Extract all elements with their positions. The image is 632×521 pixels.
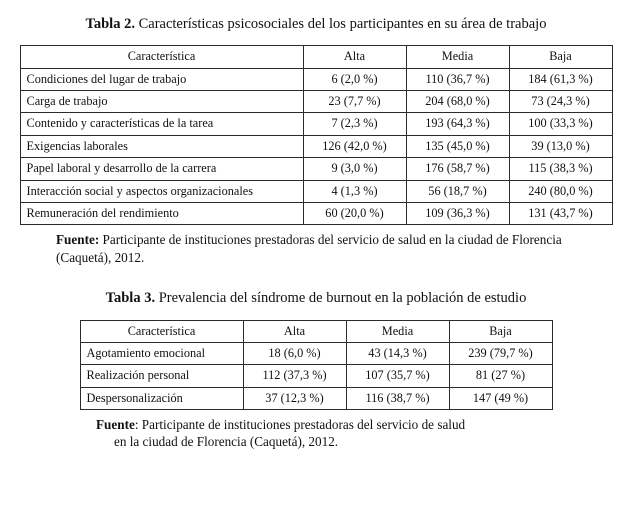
table-2-cell-label: Contenido y características de la tarea xyxy=(20,113,303,135)
table-row xyxy=(80,365,552,387)
table-2-cell-baja: 184 (61,3 %) xyxy=(509,68,612,90)
table-2-cell-alta: 4 (1,3 %) xyxy=(303,180,406,202)
table-3-header-baja: Baja xyxy=(449,320,552,342)
table-3-source-text-line2: en la ciudad de Florencia (Caquetá), 2012. xyxy=(114,434,339,450)
table-2-caption-text: Características psicosociales del los participantes en su área de trabajo xyxy=(134,16,547,32)
table-row xyxy=(20,180,612,202)
table-2-cell-baja: 115 (38,3 %) xyxy=(509,158,612,180)
table-row xyxy=(20,91,612,113)
table-row xyxy=(20,68,612,90)
table-2-cell-alta: 9 (3,0 %) xyxy=(303,158,406,180)
table-3-source xyxy=(96,416,536,451)
table-row xyxy=(20,135,612,157)
table-3-cell-baja: 239 (79,7 %) xyxy=(449,342,552,364)
table-2-cell-baja: 131 (43,7 %) xyxy=(509,202,612,224)
table-2-caption xyxy=(0,16,632,33)
table-2-cell-media: 56 (18,7 %) xyxy=(406,180,509,202)
table-3-cell-alta: 37 (12,3 %) xyxy=(243,387,346,409)
table-3-cell-label: Realización personal xyxy=(80,365,243,387)
table-3-cell-media: 116 (38,7 %) xyxy=(346,387,449,409)
table-3-caption-label: Tabla 3. xyxy=(105,290,156,307)
table-2-cell-media: 176 (58,7 %) xyxy=(406,158,509,180)
table-2-cell-label: Exigencias laborales xyxy=(20,135,303,157)
table-3-cell-baja: 147 (49 %) xyxy=(449,387,552,409)
table-2-cell-label: Papel laboral y desarrollo de la carrera xyxy=(20,158,303,180)
table-2-cell-alta: 23 (7,7 %) xyxy=(303,91,406,113)
table-3-header-media: Media xyxy=(346,320,449,342)
table-2-header-caracteristica: Característica xyxy=(20,46,303,68)
table-2-cell-baja: 39 (13,0 %) xyxy=(509,135,612,157)
table-row xyxy=(80,320,552,342)
table-2-cell-alta: 7 (2,3 %) xyxy=(303,113,406,135)
table-3-cell-label: Agotamiento emocional xyxy=(80,342,243,364)
table-3-source-label: Fuente xyxy=(96,416,135,432)
table-2-cell-label: Carga de trabajo xyxy=(20,91,303,113)
table-3-caption-text: Prevalencia del síndrome de burnout en la población de estudio xyxy=(155,290,527,307)
table-row xyxy=(80,342,552,364)
table-2-wrapper xyxy=(0,45,632,225)
table-3-cell-alta: 112 (37,3 %) xyxy=(243,365,346,387)
table-2-body xyxy=(20,68,612,225)
table-2-head xyxy=(20,46,612,68)
table-row xyxy=(20,46,612,68)
table-3-header-alta: Alta xyxy=(243,320,346,342)
table-2-source xyxy=(56,231,572,266)
table-row xyxy=(20,113,612,135)
document-page xyxy=(0,16,632,521)
table-2-cell-baja: 73 (24,3 %) xyxy=(509,91,612,113)
table-3-caption xyxy=(0,290,632,307)
table-3-header-caracteristica: Característica xyxy=(80,320,243,342)
table-2-cell-label: Remuneración del rendimiento xyxy=(20,202,303,224)
table-2-cell-media: 135 (45,0 %) xyxy=(406,135,509,157)
table-3-cell-alta: 18 (6,0 %) xyxy=(243,342,346,364)
table-2-source-label: Fuente: xyxy=(56,232,100,248)
table-2-header-baja: Baja xyxy=(509,46,612,68)
table-2-caption-label: Tabla 2. xyxy=(85,16,135,32)
table-2-header-alta: Alta xyxy=(303,46,406,68)
table-3-head xyxy=(80,320,552,342)
table-3-cell-media: 43 (14,3 %) xyxy=(346,342,449,364)
table-2-cell-media: 204 (68,0 %) xyxy=(406,91,509,113)
table-3-body xyxy=(80,342,552,409)
table-3-cell-label: Despersonalización xyxy=(80,387,243,409)
table-3-cell-media: 107 (35,7 %) xyxy=(346,365,449,387)
table-row xyxy=(20,158,612,180)
table-2-cell-label: Interacción social y aspectos organizacionales xyxy=(20,180,303,202)
table-3-wrapper xyxy=(0,320,632,410)
table-2-cell-media: 110 (36,7 %) xyxy=(406,68,509,90)
table-2-cell-baja: 240 (80,0 %) xyxy=(509,180,612,202)
table-2 xyxy=(20,45,613,225)
table-3-cell-baja: 81 (27 %) xyxy=(449,365,552,387)
table-2-cell-media: 109 (36,3 %) xyxy=(406,202,509,224)
table-2-cell-media: 193 (64,3 %) xyxy=(406,113,509,135)
table-row xyxy=(20,202,612,224)
table-2-cell-alta: 6 (2,0 %) xyxy=(303,68,406,90)
table-row xyxy=(80,387,552,409)
table-2-source-text: Participante de instituciones prestadoras del servicio de salud en la ciudad de Florencia (Caquetá), 2012. xyxy=(56,232,562,265)
table-2-header-media: Media xyxy=(406,46,509,68)
table-3 xyxy=(80,320,553,410)
table-2-cell-alta: 126 (42,0 %) xyxy=(303,135,406,157)
table-2-cell-label: Condiciones del lugar de trabajo xyxy=(20,68,303,90)
table-3-source-text: : Participante de instituciones prestadoras del servicio de salud xyxy=(134,416,466,432)
table-2-cell-baja: 100 (33,3 %) xyxy=(509,113,612,135)
table-2-cell-alta: 60 (20,0 %) xyxy=(303,202,406,224)
